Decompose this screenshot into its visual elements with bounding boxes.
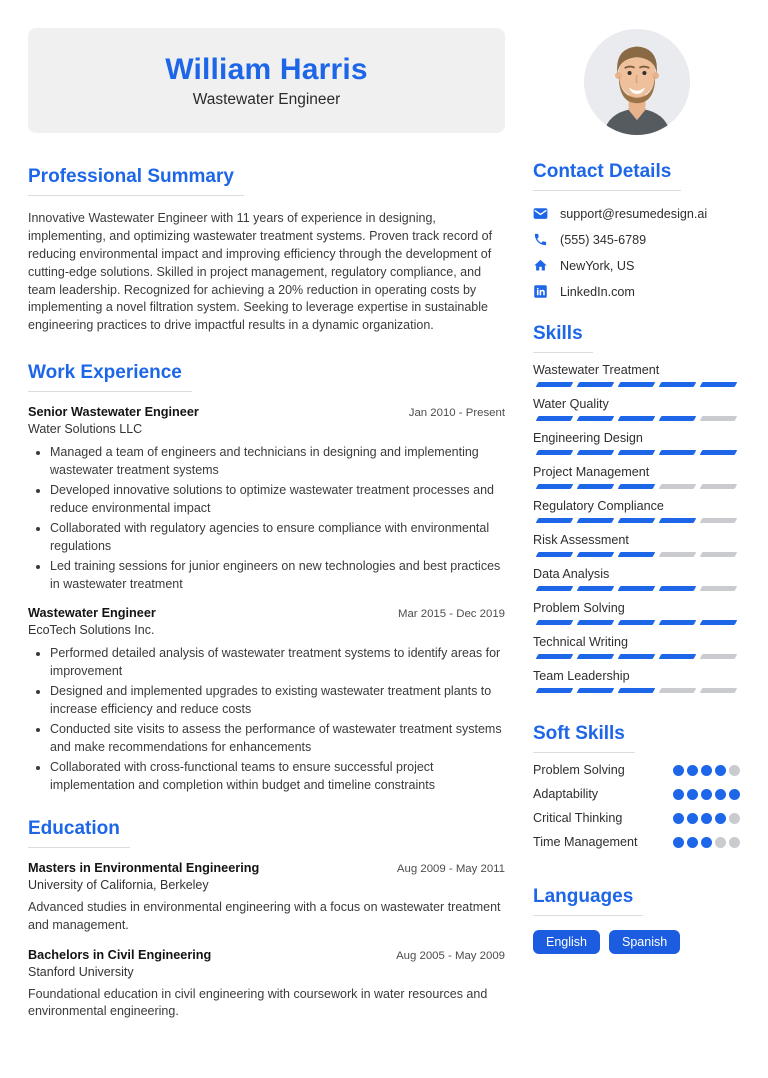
skill-name: Risk Assessment: [533, 533, 629, 547]
skill-level-bar: [533, 654, 740, 659]
language-pill: Spanish: [609, 930, 680, 954]
skill-bar-segment: [536, 382, 574, 387]
degree-entry-head: [28, 861, 505, 875]
skills-heading: Skills: [533, 323, 593, 353]
contact-item: [533, 206, 740, 221]
skill-name: Data Analysis: [533, 567, 610, 581]
skill-row: [533, 601, 740, 625]
soft-skill-dot: [715, 837, 726, 848]
sidebar-column: [533, 28, 740, 1021]
skill-bar-segment: [700, 552, 738, 557]
skill-level-bar: [533, 382, 740, 387]
skill-name: Regulatory Compliance: [533, 499, 664, 513]
soft-skill-dot: [715, 813, 726, 824]
section-contact-details: [533, 161, 740, 299]
skill-bar-segment: [700, 450, 738, 455]
soft-skills-list: [533, 763, 740, 849]
bullet-item: • Conducted site visits to assess the performance of wastewater treatment systems and make recommendations for enhancements: [50, 721, 505, 756]
skill-row: [533, 499, 740, 523]
skill-bar-segment: [618, 586, 656, 591]
skill-row: [533, 567, 740, 591]
section-work-experience: [28, 362, 505, 794]
skill-bar-segment: [700, 586, 738, 591]
skill-bar-segment: [659, 688, 697, 693]
skill-bar-segment: [659, 654, 697, 659]
soft-skill-dot: [687, 837, 698, 848]
skill-bar-segment: [700, 620, 738, 625]
home-icon: [533, 258, 548, 273]
contact-item: [533, 258, 740, 273]
section-soft-skills: [533, 723, 740, 849]
skill-bar-segment: [577, 518, 615, 523]
degree-title: Masters in Environmental Engineering: [28, 861, 260, 876]
skill-bar-segment: [536, 416, 574, 421]
bullet-item: • Designed and implemented upgrades to existing wastewater treatment plants to increase efficiency and reduce costs: [50, 683, 505, 718]
skill-row: [533, 397, 740, 421]
skill-bar-segment: [577, 552, 615, 557]
skill-bar-segment: [536, 586, 574, 591]
soft-skill-dot: [673, 837, 684, 848]
contact-item: [533, 284, 740, 299]
section-education: [28, 818, 505, 1021]
degree-title: Bachelors in Civil Engineering: [28, 947, 212, 962]
skill-bar-segment: [659, 382, 697, 387]
skill-bar-segment: [618, 620, 656, 625]
skill-bar-segment: [577, 586, 615, 591]
main-column: [28, 28, 505, 1021]
job-title: Wastewater Engineer: [28, 606, 156, 621]
skill-level-bar: [533, 416, 740, 421]
soft-skill-dot: [701, 765, 712, 776]
soft-skill-dot: [729, 837, 740, 848]
header-card: [28, 28, 505, 133]
skill-bar-segment: [618, 654, 656, 659]
soft-skill-dots: [673, 765, 740, 776]
avatar: [584, 29, 690, 135]
summary-heading: Professional Summary: [28, 166, 244, 196]
degree-description: Foundational education in civil engineering with coursework in water resources and environmental engineering.: [28, 986, 488, 1019]
summary-text: Innovative Wastewater Engineer with 11 years of experience in designing, implementing, and optimizing wastewater treatment systems. Proven track record of reducing environmental impact and improving efficiency through the development of cutting-edge solutions. Skilled in project management, regulatory compliance, and team leadership. Recognized for achieving a 20% reduction in operating costs by implementing a novel filtration system. Seeking to leverage expertise in sustainable engineering practices to drive impactful results in a dynamic organization.: [28, 211, 493, 333]
skill-bar-segment: [536, 450, 574, 455]
skill-bar-segment: [659, 552, 697, 557]
job-list: [28, 405, 505, 794]
job-dates: Jan 2010 - Present: [408, 407, 505, 420]
candidate-job-title: Wastewater Engineer: [192, 90, 341, 108]
skill-bar-segment: [577, 416, 615, 421]
soft-skill-dot: [701, 789, 712, 800]
skill-bar-segment: [536, 654, 574, 659]
skill-level-bar: [533, 552, 740, 557]
degree-dates: Aug 2009 - May 2011: [396, 863, 505, 876]
soft-skill-dot: [729, 813, 740, 824]
skill-name: Water Quality: [533, 397, 609, 411]
skill-bar-segment: [700, 518, 738, 523]
skill-bar-segment: [700, 484, 738, 489]
skill-bar-segment: [618, 518, 656, 523]
skill-bar-segment: [659, 518, 697, 523]
job-entry-head: [28, 606, 505, 620]
skill-level-bar: [533, 484, 740, 489]
skills-list: [533, 363, 740, 693]
school-name: University of California, Berkeley: [28, 878, 209, 893]
skill-bar-segment: [577, 654, 615, 659]
degree-entry: [28, 861, 505, 935]
soft-skills-heading: Soft Skills: [533, 723, 635, 753]
soft-skill-dot: [729, 789, 740, 800]
skill-level-bar: [533, 518, 740, 523]
soft-skill-dot: [729, 765, 740, 776]
company-name: Water Solutions LLC: [28, 422, 143, 437]
bullet-item: • Led training sessions for junior engineers on new technologies and best practices in wastewater treatment: [50, 558, 505, 593]
skill-bar-segment: [618, 450, 656, 455]
bullet-item: • Managed a team of engineers and technicians in designing and implementing wastewater treatment systems: [50, 444, 505, 479]
contact-item-text: LinkedIn.com: [560, 284, 635, 299]
bullet-list: [28, 645, 505, 794]
soft-skill-dot: [673, 813, 684, 824]
skill-name: Engineering Design: [533, 431, 643, 445]
skill-bar-segment: [700, 654, 738, 659]
skill-name: Problem Solving: [533, 601, 625, 615]
bullet-item: • Collaborated with cross-functional teams to ensure successful project implementation and completion within budget and timeline constraints: [50, 759, 505, 794]
contact-item-text: (555) 345-6789: [560, 232, 647, 247]
skill-level-bar: [533, 450, 740, 455]
contact-item-text: support@resumedesign.ai: [560, 206, 708, 221]
job-entry-head: [28, 405, 505, 419]
soft-skill-name: Adaptability: [533, 787, 599, 801]
section-languages: [533, 886, 740, 954]
degree-entry: [28, 948, 505, 1022]
degree-description: Advanced studies in environmental engineering with a focus on wastewater treatment and management.: [28, 900, 501, 932]
skill-bar-segment: [577, 382, 615, 387]
soft-skill-dot: [687, 789, 698, 800]
skill-bar-segment: [618, 382, 656, 387]
skill-bar-segment: [700, 688, 738, 693]
soft-skill-row: [533, 787, 740, 801]
soft-skill-dot: [701, 837, 712, 848]
skill-bar-segment: [700, 382, 738, 387]
degree-entry-head: [28, 948, 505, 962]
soft-skill-dot: [687, 813, 698, 824]
skill-name: Technical Writing: [533, 635, 628, 649]
soft-skill-dot: [687, 765, 698, 776]
skill-bar-segment: [577, 688, 615, 693]
job-dates: Mar 2015 - Dec 2019: [397, 608, 505, 621]
skill-bar-segment: [536, 620, 574, 625]
candidate-name: William Harris: [165, 52, 368, 86]
skill-row: [533, 363, 740, 387]
bullet-list: [28, 444, 505, 593]
soft-skill-dot: [715, 765, 726, 776]
bullet-item: • Performed detailed analysis of wastewater treatment systems to identify areas for improvement: [50, 645, 505, 680]
skill-row: [533, 635, 740, 659]
soft-skill-name: Critical Thinking: [533, 811, 623, 825]
soft-skill-dots: [673, 789, 740, 800]
mail-icon: [533, 206, 548, 221]
language-pill-list: [533, 930, 740, 954]
skill-bar-segment: [659, 620, 697, 625]
skill-bar-segment: [618, 416, 656, 421]
job-title: Senior Wastewater Engineer: [28, 405, 199, 420]
skill-level-bar: [533, 620, 740, 625]
soft-skill-dot: [701, 813, 712, 824]
skill-level-bar: [533, 688, 740, 693]
portrait-photo-illustration: [584, 29, 690, 135]
degree-list: [28, 861, 505, 1021]
soft-skill-name: Problem Solving: [533, 763, 625, 777]
section-skills: [533, 323, 740, 693]
soft-skill-name: Time Management: [533, 835, 638, 849]
contact-item-text: NewYork, US: [560, 258, 635, 273]
education-heading: Education: [28, 818, 130, 848]
bullet-item: • Collaborated with regulatory agencies to ensure compliance with environmental regulations: [50, 520, 505, 555]
skill-bar-segment: [618, 552, 656, 557]
skill-bar-segment: [536, 552, 574, 557]
skill-row: [533, 465, 740, 489]
skill-level-bar: [533, 586, 740, 591]
skill-bar-segment: [700, 416, 738, 421]
contact-heading: Contact Details: [533, 161, 681, 191]
job-entry: [28, 606, 505, 794]
skill-name: Wastewater Treatment: [533, 363, 660, 377]
company-name: EcoTech Solutions Inc.: [28, 623, 155, 638]
soft-skill-dots: [673, 837, 740, 848]
skill-row: [533, 431, 740, 455]
linkedin-icon: [533, 284, 548, 299]
skill-bar-segment: [536, 484, 574, 489]
experience-heading: Work Experience: [28, 362, 192, 392]
skill-row: [533, 669, 740, 693]
soft-skill-row: [533, 835, 740, 849]
skill-name: Project Management: [533, 465, 650, 479]
section-professional-summary: [28, 166, 505, 335]
school-name: Stanford University: [28, 964, 134, 979]
soft-skill-row: [533, 763, 740, 777]
skill-row: [533, 533, 740, 557]
soft-skill-dot: [715, 789, 726, 800]
skill-bar-segment: [659, 484, 697, 489]
soft-skill-dot: [673, 789, 684, 800]
soft-skill-row: [533, 811, 740, 825]
languages-heading: Languages: [533, 886, 643, 916]
soft-skill-dots: [673, 813, 740, 824]
skill-bar-segment: [536, 518, 574, 523]
soft-skill-dot: [673, 765, 684, 776]
language-pill: English: [533, 930, 600, 954]
skill-bar-segment: [618, 484, 656, 489]
contact-item: [533, 232, 740, 247]
skill-bar-segment: [659, 586, 697, 591]
skill-bar-segment: [536, 688, 574, 693]
skill-name: Team Leadership: [533, 669, 630, 683]
job-entry: [28, 405, 505, 593]
skill-bar-segment: [577, 620, 615, 625]
skill-bar-segment: [577, 484, 615, 489]
bullet-item: • Developed innovative solutions to optimize wastewater treatment processes and reduce environmental impact: [50, 482, 505, 517]
skill-bar-segment: [618, 688, 656, 693]
contact-list: [533, 206, 740, 299]
skill-bar-segment: [659, 416, 697, 421]
skill-bar-segment: [577, 450, 615, 455]
degree-dates: Aug 2005 - May 2009: [396, 949, 505, 962]
phone-icon: [533, 232, 548, 247]
skill-bar-segment: [659, 450, 697, 455]
